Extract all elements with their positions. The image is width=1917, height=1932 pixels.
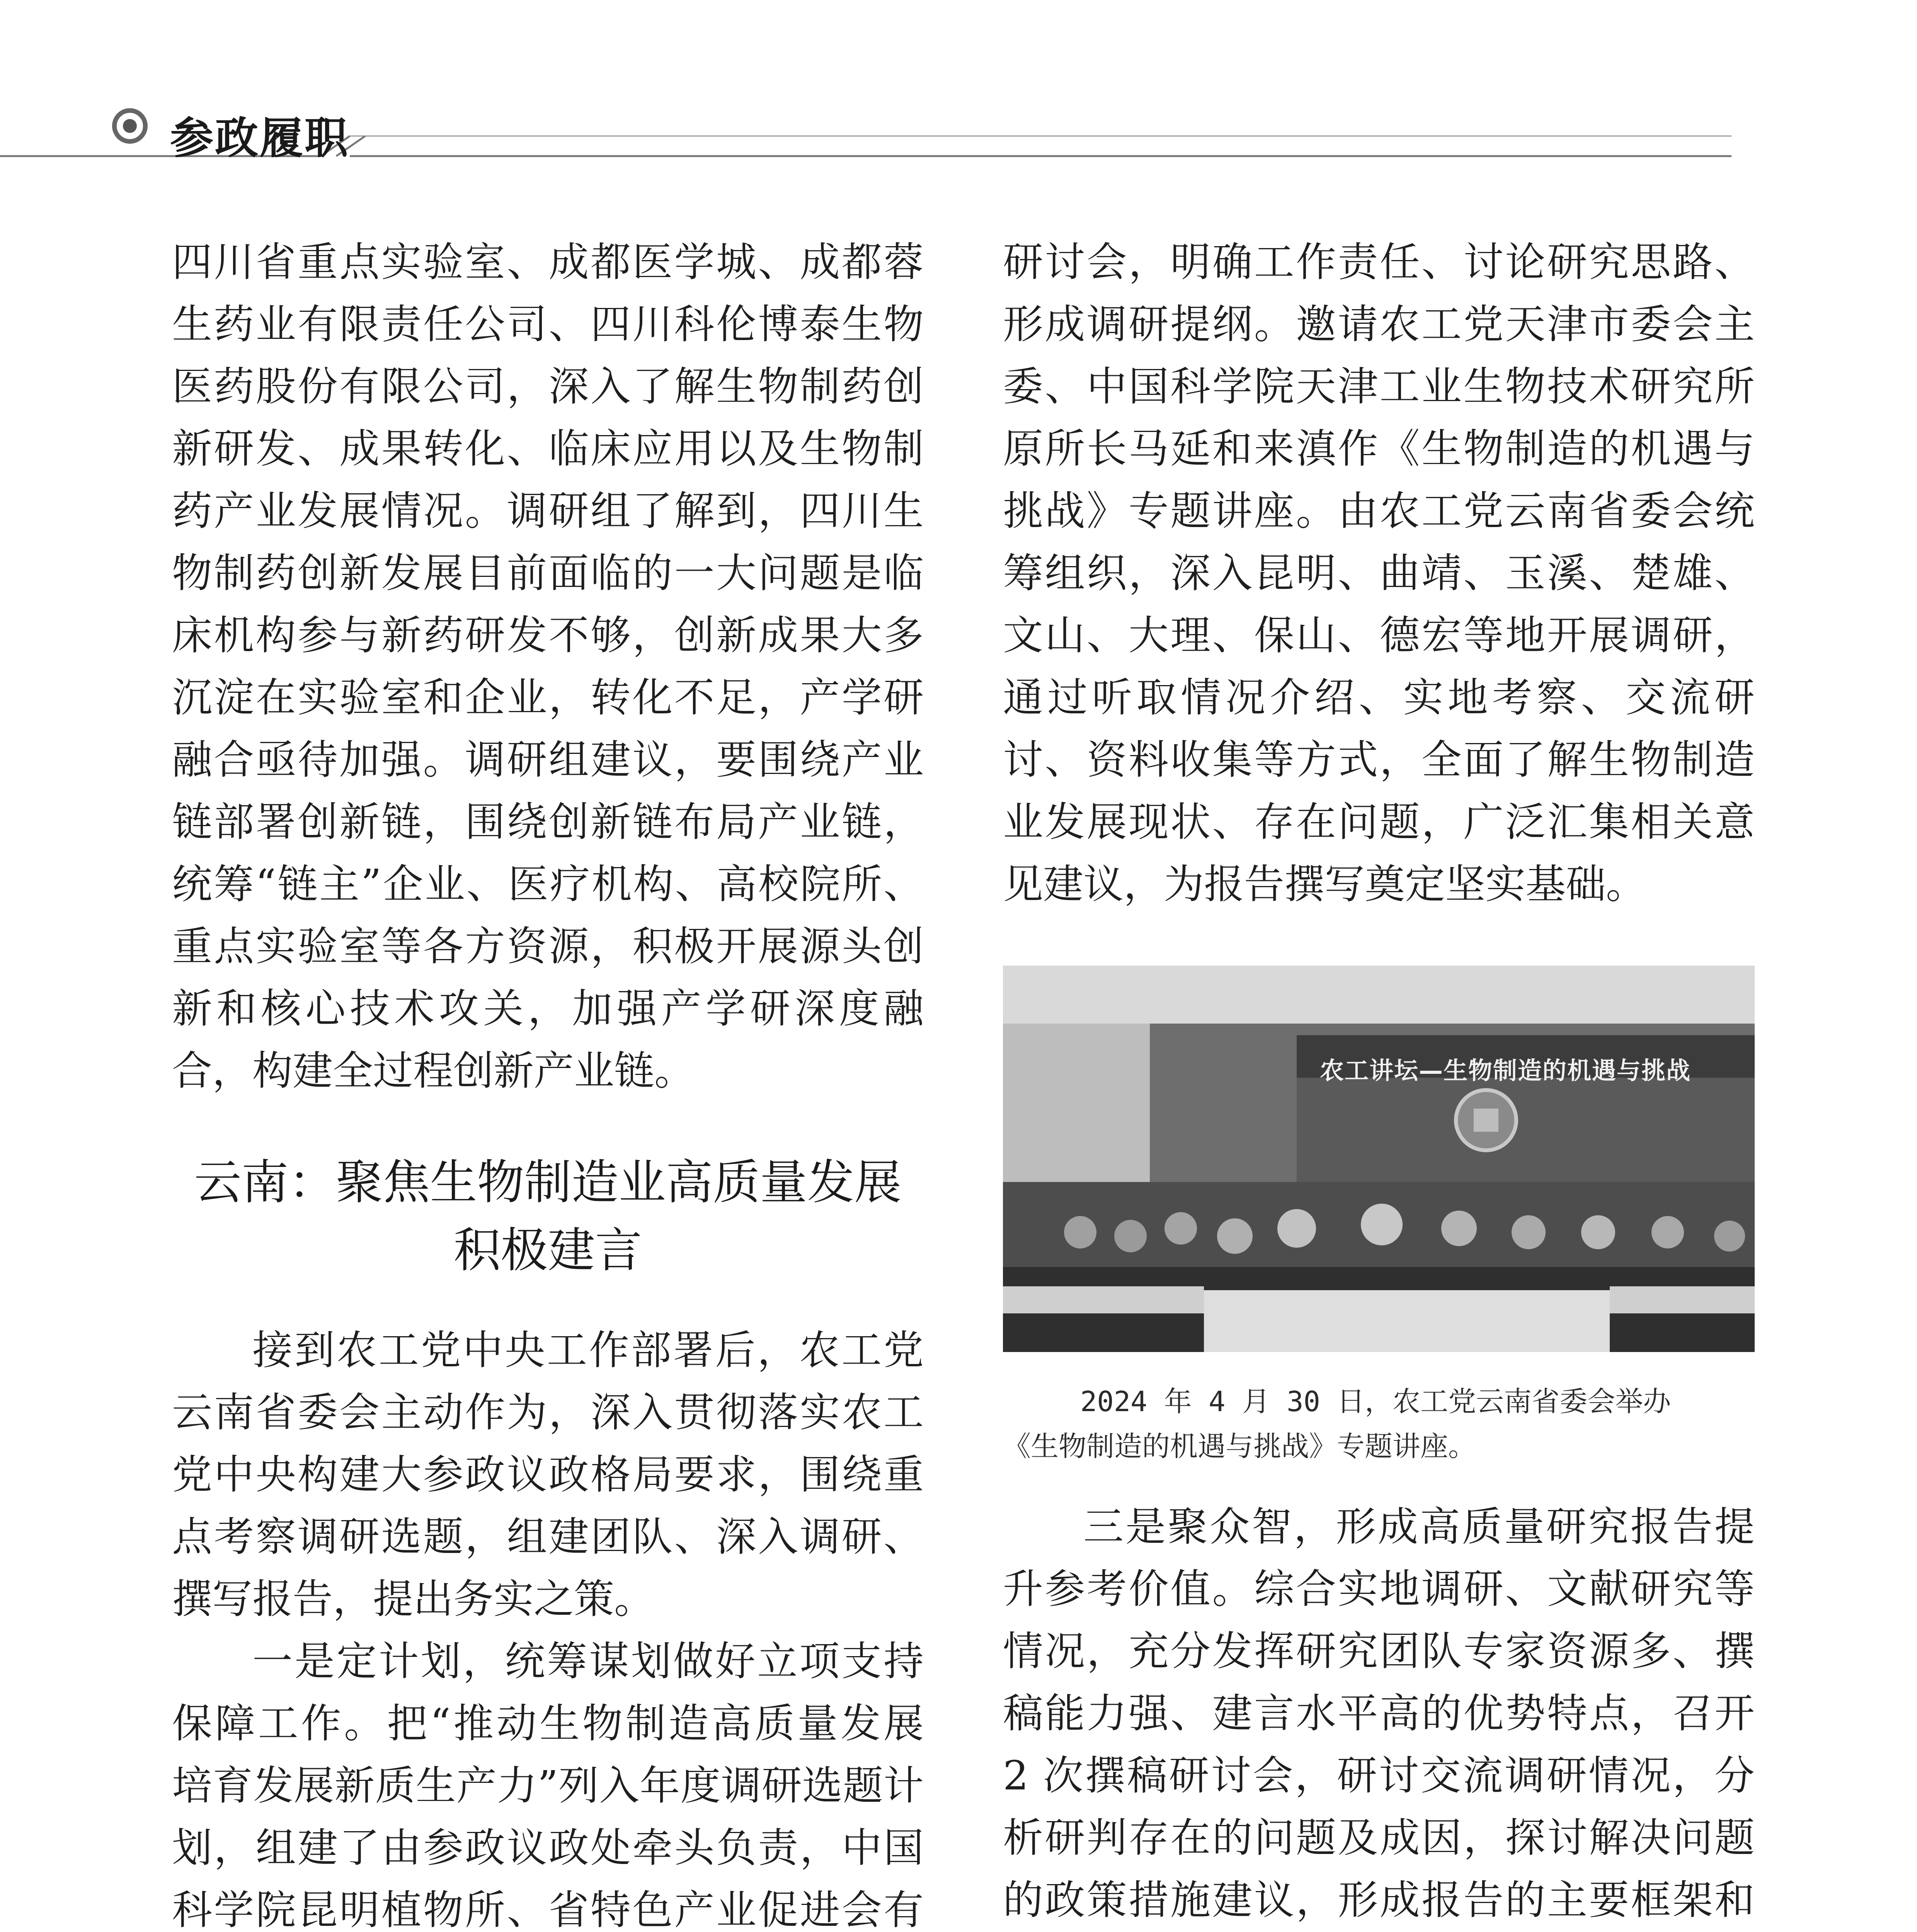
heading-line: 积极建言	[453, 1223, 642, 1278]
section-bullet-icon	[112, 108, 148, 144]
photo-banner-text: 农工讲坛—生物制造的机遇与挑战	[1320, 1056, 1691, 1085]
body-paragraph: 一是定计划，统筹谋划做好立项支持保障工作。把“推动生物制造高质量发展 培育发展新质生产力”列入年度调研选题计划，组建了由参政议政处牵头负责，中国科学院昆明植物所、省特色产业促进会有	[172, 1638, 924, 1932]
page-header	[0, 0, 1917, 162]
heading-line: 云南：聚焦生物制造业高质量发展	[194, 1155, 902, 1210]
photo-caption	[1003, 1379, 1755, 1469]
section-heading	[172, 1148, 924, 1284]
photo-scene	[1003, 966, 1755, 1352]
left-column	[172, 231, 924, 1932]
caption-line: 《生物制造的机遇与挑战》专题讲座。	[1003, 1430, 1476, 1463]
section-title: 参政履职	[170, 113, 349, 163]
caption-line: 2024 年 4 月 30 日，农工党云南省委会举办	[1080, 1385, 1671, 1418]
body-paragraph: 研讨会，明确工作责任、讨论研究思路、形成调研提纲。邀请农工党天津市委会主委、中国科学院天津工业生物技术研究所原所长马延和来滇作《生物制造的机遇与挑战》专题讲座。由农工党云南省委会统筹组织，深入昆明、曲靖、玉溪、楚雄、文山、大理、保山、德宏等地开展调研，通过听取情况介绍、实地考察、交流研讨、资料收集等方式，全面了解生物制造业发展现状、存在问题，广泛汇集相关意见建议，为报告撰写奠定坚实基础。	[1003, 238, 1755, 908]
event-photo	[1003, 966, 1755, 1352]
body-paragraph: 四川省重点实验室、成都医学城、成都蓉生药业有限责任公司、四川科伦博泰生物医药股份有限公司，深入了解生物制药创新研发、成果转化、临床应用以及生物制药产业发展情况。调研组了解到，四川生物制药创新发展目前面临的一大问题是临床机构参与新药研发不够，创新成果大多沉淀在实验室和企业，转化不足，产学研融合亟待加强。调研组建议，要围绕产业链部署创新链，围绕创新链布局产业链，统筹“链主”企业、医疗机构、高校院所、重点实验室等各方资源，积极开展源头创新和核心技术攻关，加强产学研深度融合，构建全过程创新产业链。	[172, 238, 924, 1094]
right-column	[1003, 231, 1755, 1932]
body-paragraph: 三是聚众智，形成高质量研究报告提升参考价值。综合实地调研、文献研究等情况，充分发挥研究团队专家资源多、撰稿能力强、建言水平高的优势特点，召开 2 次撰稿研讨会，研讨交流调研情况，分析研判存在的问题及成因，探讨解决问题的政策措施建议，形成报告的主要框架和	[1003, 1503, 1755, 1923]
body-paragraph: 接到农工党中央工作部署后，农工党云南省委会主动作为，深入贯彻落实农工党中央构建大参政议政格局要求，围绕重点考察调研选题，组建团队、深入调研、撰写报告，提出务实之策。	[172, 1327, 924, 1622]
